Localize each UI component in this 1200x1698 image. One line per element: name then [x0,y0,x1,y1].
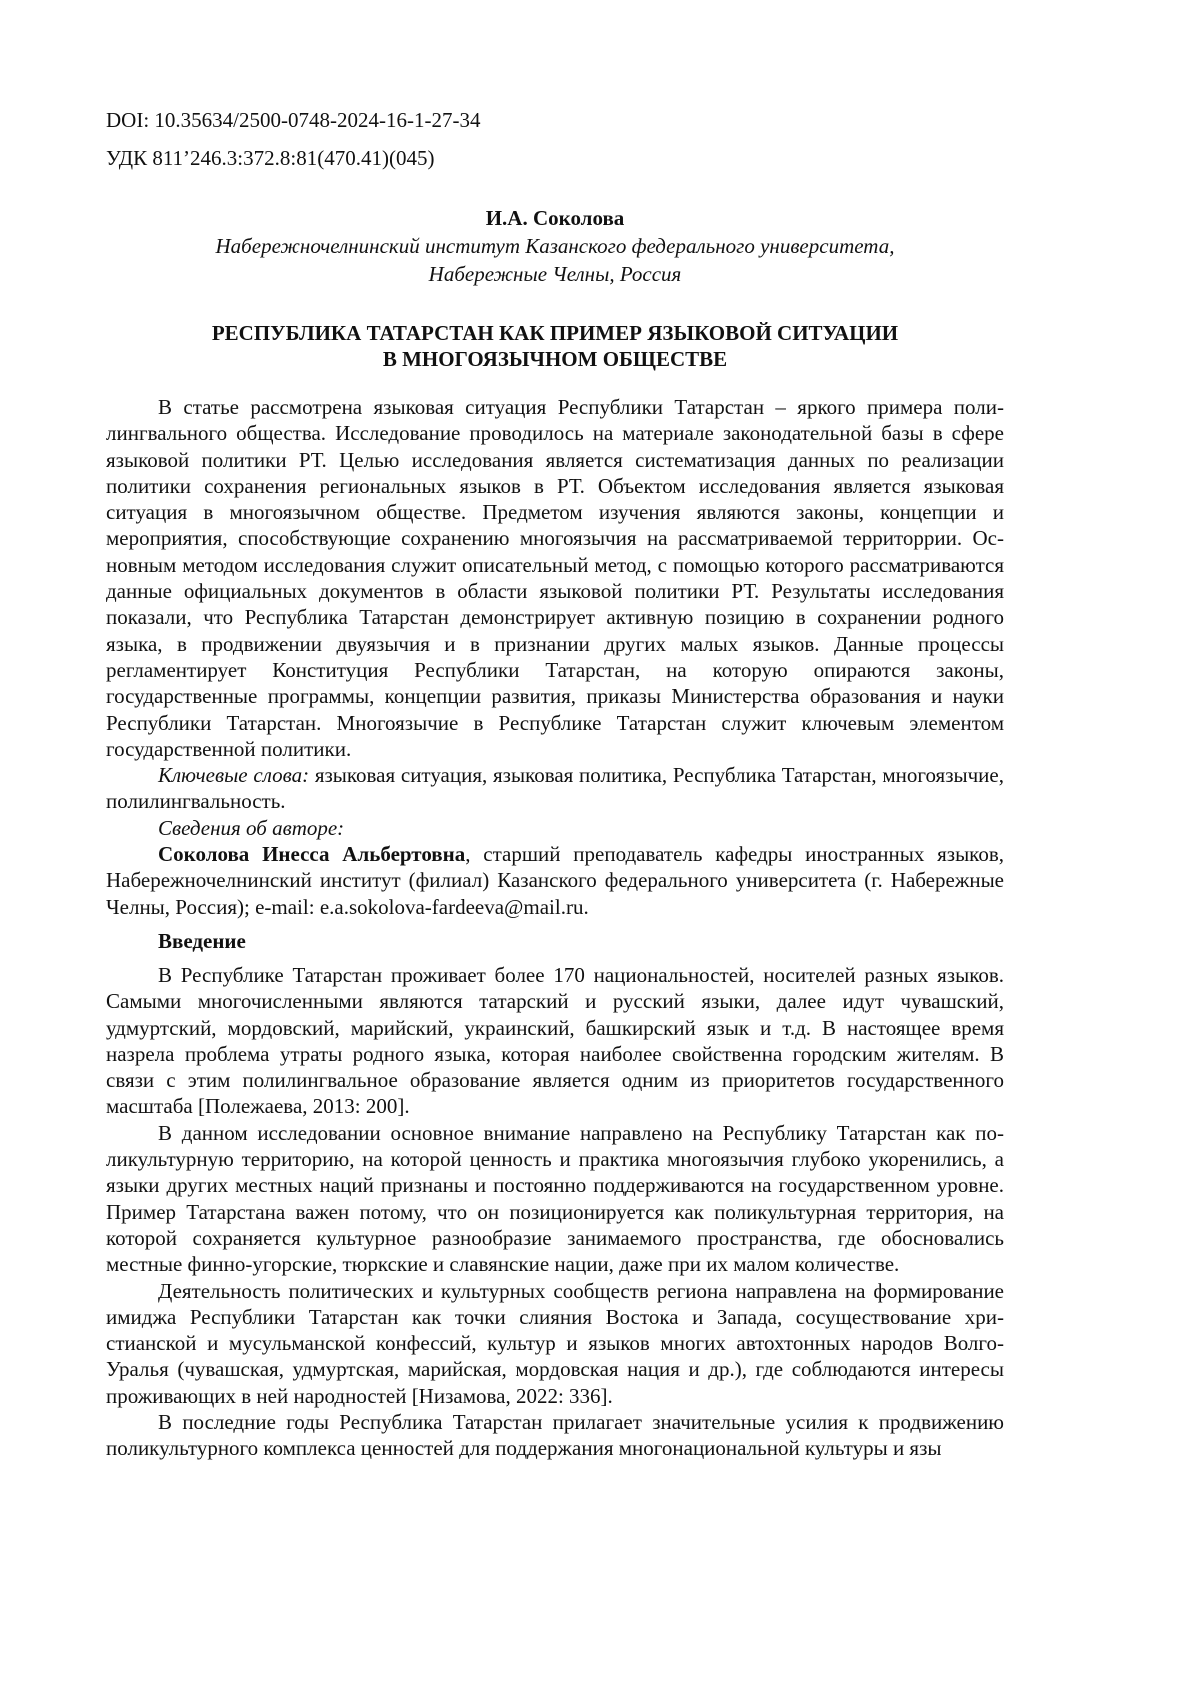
author-info-label: Сведения об авторе: [158,815,345,840]
author-block [106,204,1004,288]
keywords-label: Ключевые слова: [158,763,310,788]
introduction-section [106,962,1004,1462]
affiliation-line-1: Набережночелнинский институт Казанского федерального университета, [215,234,895,258]
title-line-2: В МНОГОЯЗЫЧНОМ ОБЩЕСТВЕ [382,347,728,371]
author-name: И.А. Соколова [485,206,625,230]
article-meta [106,104,1004,174]
author-info-end: . [583,894,589,919]
section-heading-introduction: Введение [158,928,246,953]
body-paragraph: Деятельность политических и культурных сообществ региона направлена на формирование имиджа Республики Татарстан как точки слияния Востока и Запада, сосуществование христианской и мусульманской конфессий, культур и языков многих автохтонных народов Волго-Уралья (чувашская, удмуртская, марийская, мордовская нация и др.), где соблюдаются интересы проживающих в ней народностей [Низамова, 2022: 336]. [106,1278,1004,1408]
affiliation-line-2: Набережные Челны, Россия [428,262,682,286]
author-info-paragraph [106,841,1004,920]
title-line-1: РЕСПУБЛИКА ТАТАРСТАН КАК ПРИМЕР ЯЗЫКОВОЙ СИТУАЦИИ [211,321,899,345]
author-details: , старший преподаватель кафедры иностранных языков, Набережночелнинский институт (филиал) Казанского федерального университета (г. Набережные Челны, Россия); e-mail: [106,842,1004,919]
keywords-text: языковая ситуация, языковая политика, Республика Татарстан, многоязычие, полилингвальность. [106,763,1004,814]
author-email: e.a.sokolova-fardeeva@mail.ru [319,894,584,919]
paper-page [106,104,1004,1462]
body-paragraph: В Республике Татарстан проживает более 170 национальностей, носителей разных языков. Самыми многочисленными являются татарский и русский языки, далее идут чувашский, удмуртский, мордовский, марийский, украинский, башкирский язык и т.д. В настоящее время назрела проблема утраты родного языка, которая наиболее свойственна городским жителям. В связи с этим полилингвальное образование является одним из приоритетов государственного масштаба [Полежаева, 2013: 200]. [106,962,1004,1119]
keywords-paragraph [106,762,1004,815]
body-paragraph: В последние годы Республика Татарстан прилагает значительные усилия к продвижению поликультурного комплекса ценностей для поддержания многонациональной культуры и язы [106,1409,1004,1461]
abstract-section [106,394,1004,920]
udk-line: УДК 811’246.3:372.8:81(470.41)(045) [106,146,435,170]
abstract-paragraph: В статье рассмотрена языковая ситуация Республики Татарстан – яркого примера полилингвального общества. Исследование проводилось на материале законодательной базы в сфере языковой политики РТ. Целью исследования является систематизация данных по реализации политики сохранения региональных языков в РТ. Объектом исследования является языковая ситуация в многоязычном обществе. Предметом изучения являются законы, концепции и мероприятия, способствующие сохранению многоязычия на рассматриваемой территоррии. Основным методом исследования служит описательный метод, с помощью которого рассматриваются данные официальных документов в области языковой политики РТ. Результаты исследования показали, что Республика Татарстан демонстрирует активную позицию в сохранении родного языка, в продвижении двуязычия и в признании других малых языков. Данные процессы регламентирует Конституция Республики Татарстан, на которую опираются законы, государственные программы, концепции развития, приказы Министерства образования и науки Республики Татарстан. Многоязычие в Республике Татарстан служит ключевым элементом государственной политики. [106,395,1004,761]
author-full-name: Соколова Инесса Альбертовна [158,842,466,867]
article-title [106,320,1004,372]
doi-line: DOI: 10.35634/2500-0748-2024-16-1-27-34 [106,108,481,132]
author-info-label-paragraph [106,815,1004,841]
body-paragraph: В данном исследовании основное внимание направлено на Республику Татарстан как поликультурную территорию, на которой ценность и практика многоязычия глубоко укоренились, а языки других местных наций признаны и постоянно поддерживаются на государственном уровне. Пример Татарстана важен потому, что он позиционируется как поликультурная территория, на которой сохраняется культурное разнообразие занимаемого пространства, где обосновались местные финно-угорские, тюркские и славянские нации, даже при их малом количестве. [106,1120,1004,1277]
